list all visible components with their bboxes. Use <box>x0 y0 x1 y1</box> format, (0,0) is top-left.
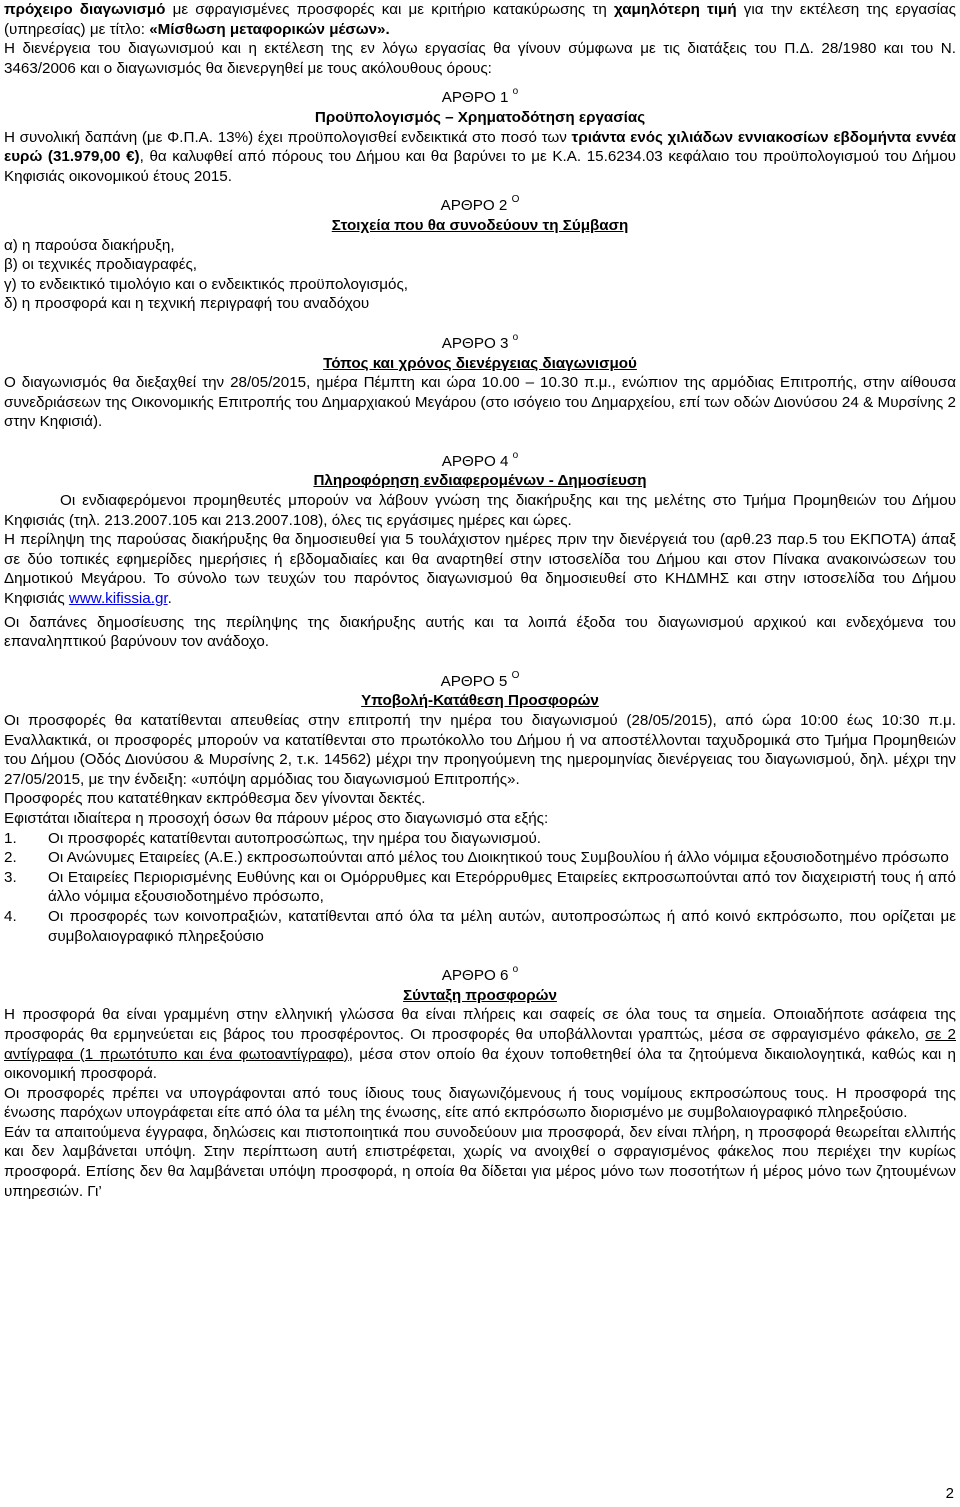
article-6-title <box>4 966 956 986</box>
article-4-paragraph-1: Οι ενδιαφερόμενοι προμηθευτές μπορούν να λάβουν γνώση της διακήρυξης και της μελέτης στο Τμήμα Προμηθειών του Δήμου Κηφισιάς (τηλ. 213.2007.105 και 213.2007.108), όλες τις εργάσιμες ημέρες και ώρες. <box>4 492 956 529</box>
list-item <box>4 848 956 868</box>
list-number: 1. <box>4 829 17 847</box>
article-5-title <box>4 669 956 692</box>
intro-text-1: με σφραγισμένες προσφορές και με κριτήριο κατακύρωσης τη <box>165 1 614 18</box>
article-6-subtitle: Σύνταξη προσφορών <box>403 986 557 1004</box>
article-4-paragraph-2-text: Η περίληψη της παρούσας διακήρυξης θα δημοσιευθεί για 5 τουλάχιστον ημέρες πριν την διενέργειά του (αρθ.23 παρ.5 του ΕΚΠΟΤΑ) άπαξ σε δύο τοπικές εφημερίδες ημερήσιες ή εβδομαδιαίες και θα αναρτηθεί στην ιστοσελίδα του Δήμου και στον Πίνακα ανακοινώσεων του Δημοτικού Μεγάρου. Το σύνολο των τευχών του παρόντος διαγωνισμού θα δημοσιευθεί στο ΚΗΔΜΗΣ και στην ιστοσελίδα του Δήμου Κηφισιάς <box>4 531 956 608</box>
article-6-title-text: ΑΡΘΡΟ 6 <box>441 967 509 985</box>
list-text: Οι προσφορές των κοινοπραξιών, κατατίθενται από όλα τα μέλη αυτών, αυτοπροσώπως ή από κοινό εκπρόσωπο, που ορίζεται με συμβολαιογραφικό πληρεξούσιο <box>48 907 956 945</box>
article-6-sup: ο <box>512 964 519 976</box>
article-2-title-text: ΑΡΘΡΟ 2 <box>440 197 508 215</box>
article-3-sup: ο <box>512 331 519 343</box>
article-3-text: Ο διαγωνισμός θα διεξαχθεί την 28/05/2015, ημέρα Πέμπτη και ώρα 10.00 – 10.30 π.μ., ενώπιον της αρμόδιας Επιτροπής, στην αίθουσα συνεδριάσεων της Οικονομικής Επιτροπής του Δημαρχιακού Μεγάρου (στο ισόγειο του Δημαρχείου, επί των οδών Διονύσου 24 & Μυρσίνης 2 στην Κηφισιά). <box>4 374 956 431</box>
article-1-sup: ο <box>512 86 519 98</box>
article-4-subtitle: Πληροφόρηση ενδιαφερομένων - Δημοσίευση <box>313 472 647 490</box>
spacer <box>4 314 956 334</box>
article-5-title-text: ΑΡΘΡΟ 5 <box>440 672 508 690</box>
article-5-sup: Ο <box>511 669 520 681</box>
list-text: Οι Ανώνυμες Εταιρείες (Α.Ε.) εκπροσωπούνται από μέλος του Διοικητικού τους Συμβουλίου ή άλλο νόμιμα εξουσιοδοτημένο πρόσωπο <box>48 849 949 867</box>
article-4-title-text: ΑΡΘΡΟ 4 <box>441 452 509 470</box>
article-3-subtitle: Τόπος και χρόνος διενέργειας διαγωνισμού <box>323 354 637 372</box>
article-1-text <box>4 128 956 187</box>
spacer <box>4 432 956 452</box>
article-3-title <box>4 331 956 354</box>
intro-bold-1: πρόχειρο διαγωνισμό <box>4 1 166 18</box>
article-1-title <box>4 88 956 108</box>
list-item <box>4 868 956 907</box>
list-item <box>4 829 956 849</box>
article-5-subtitle: Υποβολή-Κατάθεση Προσφορών <box>361 692 599 710</box>
intro-paragraph-1 <box>4 0 956 39</box>
document-page <box>4 0 956 1201</box>
article-6-copies-note: σε 2 αντίγραφα (1 πρωτότυπο και ένα φωτοαντίγραφο) <box>4 1025 956 1063</box>
article-1-title-text: ΑΡΘΡΟ 1 <box>441 89 509 107</box>
article-6-paragraph-2: Οι προσφορές πρέπει να υπογράφονται από τους ίδιους τους διαγωνιζόμενους ή τους νομίμους εκπροσώπους τους. Η προσφορά της ένωσης παρόχων υπογράφεται είτε από όλα τα μέλη της ένωσης, είτε από εκπρόσωπο διορισμένο με συμβολαιογραφικό πληρεξούσιο. <box>4 1084 956 1122</box>
article-4-paragraph-2-end: . <box>167 590 172 608</box>
article-6-paragraph-1-text: Η προσφορά θα είναι γραμμένη στην ελληνική γλώσσα θα είναι πλήρεις και σαφείς σε όλα τους τα σημεία. Οποιαδήποτε ασάφεια της προσφοράς θα ερμηνεύεται εις βάρος του προσφέροντος. Οι προσφορές θα υποβάλλονται γραπτώς, μέσα σε σφραγισμένο φάκελο, <box>4 1006 956 1043</box>
intro-text-2: για την εκτέλεση της εργασίας (υπηρεσίας) με τίτλο: <box>4 1 956 38</box>
article-6-paragraph-3: Εάν τα απαιτούμενα έγγραφα, δηλώσεις και πιστοποιητικά που συνοδεύουν μια προσφορά, δεν είναι πλήρη, η προσφορά θεωρείται ελλιπής και δεν λαμβάνεται υπόψη. Στην περίπτωση αυτή επιστρέφεται, χωρίς να ανοιχθεί ο σφραγισμένος φάκελος που περιέχει την κυρίως προσφορά. Επίσης δεν θα λαμβάνεται υπόψη προσφορά, η οποία θα δίδεται για μέρος μόνο των ποσοτήτων ή μέρος μόνο των ζητουμένων υπηρεσιών. Γι’ <box>4 1123 956 1200</box>
article-5-paragraph-1: Οι προσφορές θα κατατίθενται απευθείας στην επιτροπή την ημέρα του διαγωνισμού (28/05/2015), από ώρα 10:00 έως 10:30 π.μ. Εναλλακτικά, οι προσφορές μπορούν να κατατίθενται στο πρωτόκολλο του Δήμου ή να αποστέλλονται ταχυδρομικά στο Τμήμα Προμηθειών του Δήμου (Οδός Διονύσου & Μυρσίνης 2, τ.κ. 14562) μέχρι την προηγούμενη της ημερομηνίας διενέργειας του διαγωνισμού, δηλ. μέχρι την 27/05/2015, με την ένδειξη: «υπόψη αρμόδιας του διαγωνισμού Επιτροπής». <box>4 712 956 788</box>
article-5-paragraph-2: Προσφορές που κατατέθηκαν εκπρόθεσμα δεν γίνονται δεκτές. <box>4 790 426 808</box>
article-2-item: α) η παρούσα διακήρυξη, <box>4 236 175 254</box>
spacer <box>4 78 956 88</box>
article-1-amount: τριάντα ενός χιλιάδων εννιακοσίων εβδομήντα εννέα ευρώ (31.979,00 €) <box>4 128 956 166</box>
article-6-paragraph-1-end: , μέσα στον οποίο θα έχουν τοποθετηθεί όλα τα ζητούμενα δικαιολογητικά, καθώς και η οικονομική προσφορά. <box>4 1045 956 1083</box>
article-1-text-c: , θα καλυφθεί από πόρους του Δήμου και θα βαρύνει το με Κ.Α. 15.6234.03 κεφάλαιο του προϋπολογισμού του Δήμου Κηφισιάς οικονομικού έτους 2015. <box>4 148 956 185</box>
article-2-item: γ) το ενδεικτικό τιμολόγιο και ο ενδεικτικός προϋπολογισμός, <box>4 275 409 293</box>
article-4-paragraph-2 <box>4 530 956 608</box>
website-link[interactable]: www.kifissia.gr <box>68 590 168 608</box>
article-4-title <box>4 449 956 472</box>
list-item <box>4 907 956 946</box>
intro-paragraph-2: Η διενέργεια του διαγωνισμού και η εκτέλεση της εν λόγω εργασίας θα γίνουν σύμφωνα με τις διατάξεις του Π.Δ. 28/1980 και του Ν. 3463/2006 και ο διαγωνισμός θα διενεργηθεί με τους ακόλουθους όρους: <box>4 40 956 77</box>
article-2-item: β) οι τεχνικές προδιαγραφές, <box>4 256 198 274</box>
list-number: 2. <box>4 849 17 867</box>
article-2-sup: Ο <box>511 194 520 206</box>
article-4-paragraph-3: Οι δαπάνες δημοσίευσης της περίληψης της διακήρυξης αυτής και τα λοιπά έξοδα του διαγωνισμού αρχικού και ενδεχόμενα του επαναληπτικού βαρύνουν τον ανάδοχο. <box>4 613 956 651</box>
list-text: Οι Εταιρείες Περιορισμένης Ευθύνης και οι Ομόρρυθμες και Ετερόρρυθμες Εταιρείες εκπροσωπούνται από τον διαχειριστή τους ή από άλλο νόμιμα εξουσιοδοτημένο πρόσωπο, <box>48 868 956 906</box>
intro-bold-2: χαμηλότερη τιμή <box>614 1 737 18</box>
article-4-sup: ο <box>512 449 519 461</box>
article-2-title <box>4 196 956 216</box>
article-1-subtitle: Προϋπολογισμός – Χρηματοδότηση εργασίας <box>314 108 646 126</box>
article-2-subtitle: Στοιχεία που θα συνοδεύουν τη Σύμβαση <box>331 216 629 234</box>
spacer <box>4 946 956 966</box>
list-number: 4. <box>4 907 17 925</box>
page-number: 2 <box>945 1485 954 1502</box>
article-1-text-a: Η συνολική δαπάνη (με Φ.Π.Α. 13%) έχει προϋπολογισθεί ενδεικτικά στο ποσό των <box>4 128 572 146</box>
spacer <box>4 652 956 672</box>
article-6-paragraph-1 <box>4 1005 956 1083</box>
article-5-paragraph-3: Εφιστάται ιδιαίτερα η προσοχή όσων θα πάρουν μέρος στο διαγωνισμό στα εξής: <box>4 809 549 827</box>
list-number: 3. <box>4 868 17 886</box>
article-2-item: δ) η προσφορά και η τεχνική περιγραφή του αναδόχου <box>4 295 370 313</box>
spacer <box>4 186 956 196</box>
list-text: Οι προσφορές κατατίθενται αυτοπροσώπως, την ημέρα του διαγωνισμού. <box>48 829 541 847</box>
article-3-title-text: ΑΡΘΡΟ 3 <box>441 334 509 352</box>
intro-bold-title: «Μίσθωση μεταφορικών μέσων». <box>149 20 390 38</box>
